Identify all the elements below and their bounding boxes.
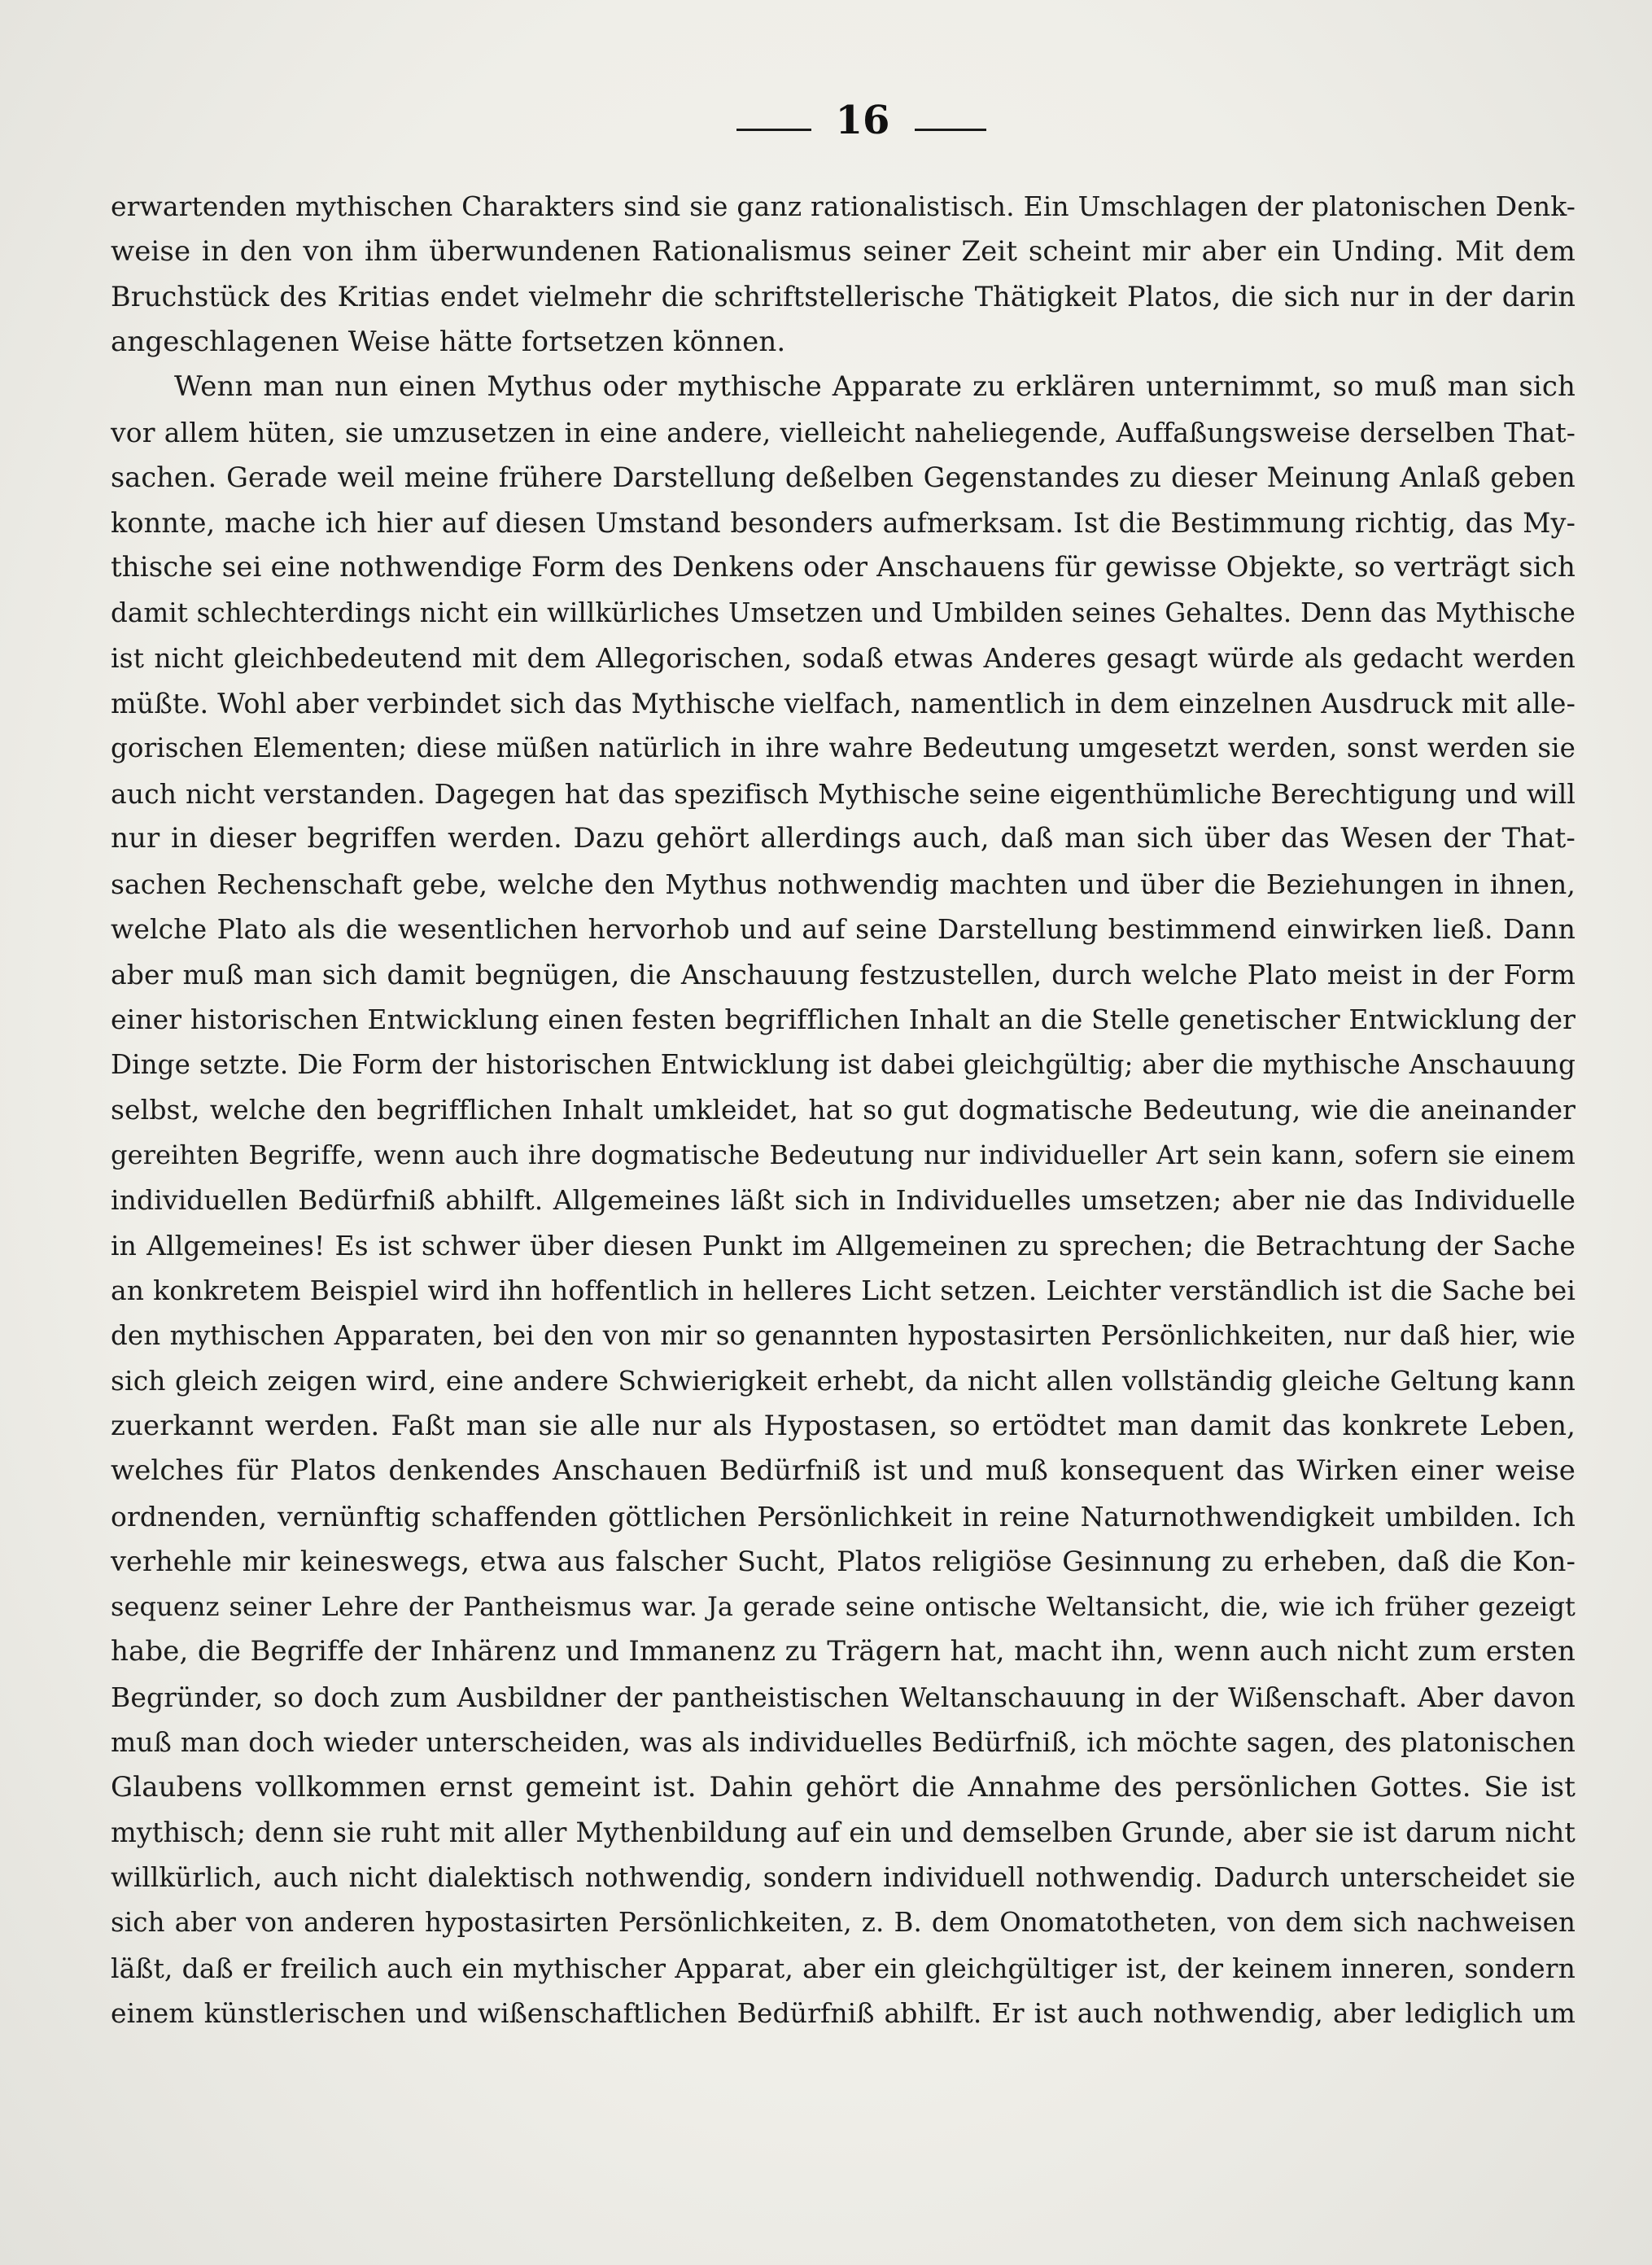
- text-line: vor allem hüten, sie umzusetzen in eine andere, vielleicht naheliegende, Auffaßungsweise derselben That-: [111, 416, 1576, 448]
- text-line: sequenz seiner Lehre der Pantheismus war. Ja gerade seine ontische Weltansicht, die, wie ich früher gezeigt: [111, 1590, 1576, 1622]
- page-header: [0, 96, 1652, 145]
- text-line: gereihten Begriffe, wenn auch ihre dogmatische Bedeutung nur individueller Art sein kann, sofern sie einem: [111, 1139, 1576, 1170]
- text-line: müßte. Wohl aber verbindet sich das Mythische vielfach, namentlich in dem einzelnen Ausdruck mit alle-: [111, 687, 1576, 719]
- text-line: Begründer, so doch zum Ausbildner der pantheistischen Weltanschauung in der Wißenschaft. Aber davon: [111, 1681, 1576, 1713]
- text-line: einer historischen Entwicklung einen festen begrifflichen Inhalt an die Stelle genetischer Entwicklung der: [111, 1004, 1576, 1035]
- text-line: nur in dieser begriffen werden. Dazu gehört allerdings auch, daß man sich über das Wesen der That-: [111, 822, 1576, 855]
- text-line: Wenn man nun einen Mythus oder mythische Apparate zu erklären unternimmt, so muß man sich: [174, 370, 1576, 403]
- text-line: erwartenden mythischen Charakters sind sie ganz rationalistisch. Ein Umschlagen der platonischen Denk-: [111, 190, 1576, 222]
- text-line: aber muß man sich damit begnügen, die Anschauung festzustellen, durch welche Plato meist in der Form: [111, 958, 1576, 990]
- text-line: welche Plato als die wesentlichen hervorhob und auf seine Darstellung bestimmend einwirken ließ. Dann: [111, 913, 1576, 945]
- text-line: sachen Rechenschaft gebe, welche den Mythus nothwendig machten und über die Beziehungen in ihnen,: [111, 868, 1576, 900]
- text-line: sich gleich zeigen wird, eine andere Schwierigkeit erhebt, da nicht allen vollständig gleiche Geltung kann: [111, 1365, 1576, 1397]
- text-line: läßt, daß er freilich auch ein mythischer Apparat, aber ein gleichgültiger ist, der keinem inneren, sondern: [111, 1952, 1576, 1984]
- page-number: 16: [835, 98, 890, 143]
- text-line: einem künstlerischen und wißenschaftlichen Bedürfniß abhilft. Er ist auch nothwendig, aber lediglich um: [111, 1997, 1576, 2029]
- text-line: mythisch; denn sie ruht mit aller Mythenbildung auf ein und demselben Grunde, aber sie ist darum nicht: [111, 1817, 1576, 1848]
- text-line: ordnenden, vernünftig schaffenden göttlichen Persönlichkeit in reine Naturnothwendigkeit umbilden. Ich: [111, 1500, 1576, 1533]
- text-line: auch nicht verstanden. Dagegen hat das spezifisch Mythische seine eigenthümliche Berechtigung und will: [111, 777, 1576, 810]
- text-line: damit schlechterdings nicht ein willkürliches Umsetzen und Umbilden seines Gehaltes. Denn das Mythische: [111, 597, 1576, 628]
- text-line: selbst, welche den begrifflichen Inhalt umkleidet, hat so gut dogmatische Bedeutung, wie die aneinander: [111, 1094, 1576, 1126]
- text-line: sich aber von anderen hypostasirten Persönlichkeiten, z. B. dem Onomatotheten, von dem sich nachweisen: [111, 1907, 1576, 1938]
- header-rule-right: [915, 129, 986, 131]
- header-rule-left: [736, 129, 811, 131]
- text-line: willkürlich, auch nicht dialektisch nothwendig, sondern individuell nothwendig. Dadurch unterscheidet sie: [111, 1861, 1576, 1893]
- text-line: sachen. Gerade weil meine frühere Darstellung deßelben Gegenstandes zu dieser Meinung Anlaß geben: [111, 461, 1576, 493]
- text-line: den mythischen Apparaten, bei den von mir so genannten hypostasirten Persönlichkeiten, nur daß hier, wie: [111, 1319, 1576, 1351]
- text-line: Bruchstück des Kritias endet vielmehr die schriftstellerische Thätigkeit Platos, die sich nur in der darin: [111, 281, 1576, 313]
- text-line: Dinge setzte. Die Form der historischen Entwicklung ist dabei gleichgültig; aber die mythische Anschauung: [111, 1048, 1576, 1080]
- text-line: verhehle mir keineswegs, etwa aus falscher Sucht, Platos religiöse Gesinnung zu erheben, daß die Kon-: [111, 1546, 1576, 1577]
- text-line: Glaubens vollkommen ernst gemeint ist. Dahin gehört die Annahme des persönlichen Gottes. Sie ist: [111, 1770, 1576, 1804]
- paragraph-1: [111, 184, 1576, 365]
- paragraph-2: [111, 365, 1576, 2036]
- text-line: muß man doch wieder unterscheiden, was als individuelles Bedürfniß, ich möchte sagen, des platonischen: [111, 1726, 1576, 1758]
- text-line: an konkretem Beispiel wird ihn hoffentlich in helleres Licht setzen. Leichter verständlich ist die Sache bei: [111, 1275, 1576, 1306]
- text-line: gorischen Elementen; diese müßen natürlich in ihre wahre Bedeutung umgesetzt werden, sonst werden sie: [111, 732, 1576, 763]
- text-line: individuellen Bedürfniß abhilft. Allgemeines läßt sich in Individuelles umsetzen; aber nie das Individuelle: [111, 1184, 1576, 1216]
- text-line: weise in den von ihm überwundenen Rationalismus seiner Zeit scheint mir aber ein Unding. Mit dem: [111, 234, 1576, 268]
- text-line: ist nicht gleichbedeutend mit dem Allegorischen, sodaß etwas Anderes gesagt würde als gedacht werden: [111, 642, 1576, 674]
- text-line: in Allgemeines! Es ist schwer über diesen Punkt im Allgemeinen zu sprechen; die Betrachtung der Sache: [111, 1229, 1576, 1261]
- text-line: angeschlagenen Weise hätte fortsetzen können.: [111, 325, 786, 358]
- text-line: zuerkannt werden. Faßt man sie alle nur als Hypostasen, so ertödtet man damit das konkrete Leben,: [111, 1409, 1576, 1442]
- body-text: [111, 184, 1576, 2036]
- text-line: thische sei eine nothwendige Form des Denkens oder Anschauens für gewisse Objekte, so verträgt sich: [111, 551, 1576, 584]
- text-line: habe, die Begriffe der Inhärenz und Immanenz zu Trägern hat, macht ihn, wenn auch nicht zum ersten: [111, 1635, 1576, 1668]
- text-line: konnte, mache ich hier auf diesen Umstand besonders aufmerksam. Ist die Bestimmung richtig, das My-: [111, 506, 1576, 539]
- text-line: welches für Platos denkendes Anschauen Bedürfniß ist und muß konsequent das Wirken einer weise: [111, 1454, 1576, 1487]
